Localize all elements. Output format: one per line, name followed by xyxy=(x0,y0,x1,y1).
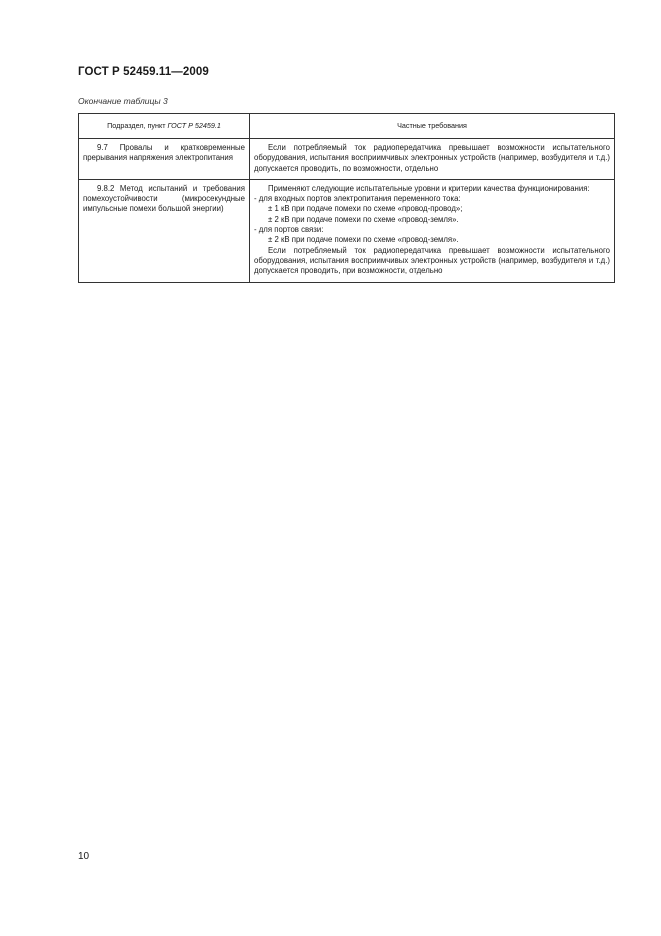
section-text: 9.8.2 Метод испытаний и требования помехоустойчивости (микросекундные импульсные помехи большой энергии) xyxy=(83,183,245,214)
requirement-line: ± 1 кВ при подаче помехи по схеме «провод-провод»; xyxy=(268,204,463,214)
section-cell xyxy=(79,139,250,180)
requirement-line: ± 2 кВ при подаче помехи по схеме «провод-земля». xyxy=(268,214,459,224)
column-header-section-prefix: Подраздел, пункт xyxy=(107,120,168,130)
column-header-requirements: Частные требования xyxy=(250,114,615,139)
document-header: ГОСТ Р 52459.11—2009 xyxy=(78,66,209,78)
page-number: 10 xyxy=(78,851,90,862)
requirements-cell xyxy=(250,179,615,282)
table-row xyxy=(79,179,615,282)
table-header-row xyxy=(79,114,615,139)
requirements-table xyxy=(78,113,615,283)
section-cell xyxy=(79,179,250,282)
requirement-line: Если потребляемый ток радиопередатчика превышает возможности испытательного оборудования, испытания восприимчивых электронных устройств (например, возбудителя и т.д.) допускается проводить, при возможности, отдельно xyxy=(254,245,610,276)
column-header-section-ref: ГОСТ Р 52459.1 xyxy=(167,120,221,130)
column-header-section xyxy=(79,114,250,139)
requirements-cell xyxy=(250,139,615,180)
requirement-line: - для портов связи: xyxy=(254,225,324,235)
section-text: 9.7 Провалы и кратковременные прерывания напряжения электропитания xyxy=(83,143,245,163)
requirement-line: Если потребляемый ток радиопередатчика превышает возможности испытательного оборудования, испытания восприимчивых электронных устройств (например, возбудителя и т.д.) допускается проводить, по возможности, отдельно xyxy=(254,143,610,173)
table-caption: Окончание таблицы 3 xyxy=(78,96,168,106)
requirement-line: Применяют следующие испытательные уровни и критерии качества функционирования: xyxy=(268,183,590,193)
requirement-line: - для входных портов электропитания переменного тока: xyxy=(254,194,461,204)
table-row xyxy=(79,139,615,180)
requirement-line: ± 2 кВ при подаче помехи по схеме «провод-земля». xyxy=(268,235,459,245)
